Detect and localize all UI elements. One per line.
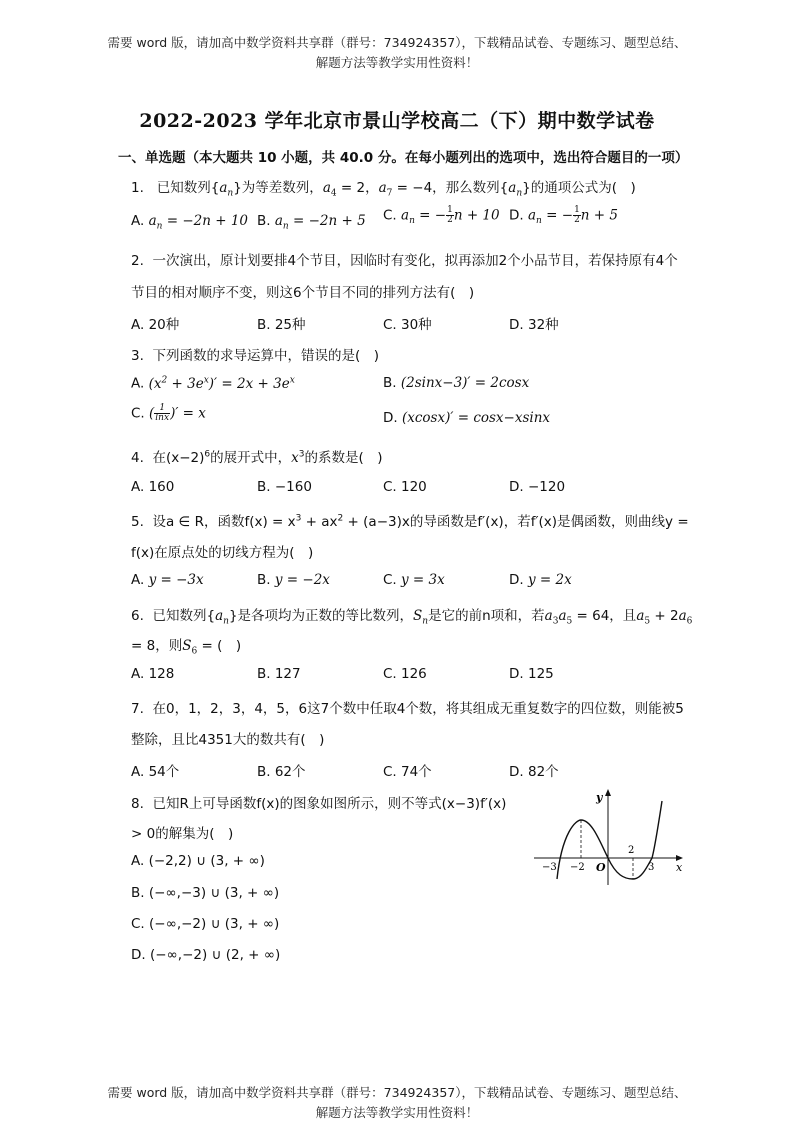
var: a: [378, 180, 387, 196]
fraction: [573, 206, 581, 225]
question-3-stem: [131, 344, 379, 364]
expr: n + 10: [453, 207, 500, 224]
sup: x: [289, 375, 295, 385]
question-number: 5.: [131, 514, 144, 530]
question-2-stem: [131, 249, 678, 269]
text: 一次演出，原计划要排4个节目，因临时有变化，拟再添加2个小品节目，若保持原有4个: [152, 253, 678, 269]
banner-line-2: 解题方法等教学实用性资料！: [315, 1105, 479, 1120]
text: 是它的前n项和，若: [428, 608, 545, 624]
q8-option-a[interactable]: A. (−2,2) ∪ (3, + ∞): [131, 853, 265, 869]
q7-option-c[interactable]: C. 74个: [383, 764, 432, 780]
text: 在0，1，2，3，4，5，6这7个数中任取4个数，将其组成无重复数字的四位数，则能被5: [152, 701, 684, 717]
expr-part: )′ = x: [170, 405, 206, 422]
var: a: [322, 180, 331, 196]
q5-option-d[interactable]: [509, 572, 572, 588]
var: a: [678, 608, 687, 624]
text: 下列函数的求导运算中，错误的是( ): [152, 348, 380, 364]
text: 设a ∈ R，函数f(x) = x: [152, 514, 296, 530]
question-number: 3.: [131, 348, 144, 364]
q2-option-c[interactable]: C. 30种: [383, 317, 432, 333]
banner-line-2: 解题方法等教学实用性资料！: [315, 55, 479, 70]
numerator: 1: [574, 205, 580, 215]
sub: 6: [686, 616, 693, 627]
sub: n: [282, 221, 289, 232]
expr: (xcosx)′ = cosx−xsinx: [401, 410, 551, 426]
q6-option-b[interactable]: B. 127: [257, 666, 301, 682]
fraction: [446, 206, 454, 225]
expr-part: (: [149, 405, 155, 422]
q4-option-a[interactable]: A. 160: [131, 479, 175, 495]
question-number: 1.: [131, 180, 144, 196]
text: = 64，且: [572, 608, 637, 624]
text: }为等差数列，: [233, 180, 323, 196]
text: = ( ): [197, 638, 242, 654]
denominator: 2: [447, 215, 453, 225]
text: 已知数列{: [156, 180, 220, 196]
q6-option-d[interactable]: D. 125: [509, 666, 554, 682]
expr: y = 2x: [527, 572, 572, 588]
var: a: [148, 213, 157, 229]
question-7-stem-line-2: 整除，且比4351大的数共有( ): [131, 732, 325, 748]
q3-option-b[interactable]: [383, 375, 529, 391]
text: 的系数是( ): [304, 450, 383, 466]
var: a: [558, 608, 567, 624]
question-7-stem: [131, 697, 684, 717]
q2-option-a[interactable]: A. 20种: [131, 317, 180, 333]
q5-option-a[interactable]: [131, 572, 204, 588]
q7-option-d[interactable]: D. 82个: [509, 764, 559, 780]
sup: x: [203, 375, 209, 385]
sup: 2: [337, 513, 344, 524]
q6-option-c[interactable]: C. 126: [383, 666, 427, 682]
y-axis-arrow: [605, 789, 611, 796]
bottom-banner: [0, 1083, 794, 1123]
text: + ax: [301, 514, 338, 530]
q8-option-c[interactable]: C. (−∞,−2) ∪ (3, + ∞): [131, 916, 280, 932]
expr-part: + 3e: [167, 375, 204, 392]
q4-option-c[interactable]: C. 120: [383, 479, 427, 495]
var: S: [413, 608, 423, 624]
question-5-stem-line-2: f(x)在原点处的切线方程为( ): [131, 545, 314, 561]
option-label: B.: [383, 375, 397, 391]
option-label: B.: [257, 572, 271, 588]
expr: [149, 376, 295, 392]
expr: y = 3x: [401, 572, 445, 588]
question-number: 2.: [131, 253, 144, 269]
option-label: A.: [131, 375, 145, 392]
numerator: 1: [154, 404, 170, 414]
sub: n: [227, 188, 234, 199]
q4-option-b[interactable]: B. −160: [257, 479, 312, 495]
banner-line-1: 需要 word 版，请加高中数学资料共享群（群号：734924357），下载精品试卷、专题练习、题型总结、: [107, 1085, 687, 1100]
sub: 4: [330, 188, 337, 199]
var: a: [636, 608, 645, 624]
var: a: [544, 608, 553, 624]
sub: n: [516, 188, 523, 199]
y-axis-label: y: [596, 791, 603, 804]
q1-option-d[interactable]: [509, 206, 618, 226]
var: S: [182, 638, 192, 654]
var: a: [215, 608, 224, 624]
q1-option-a[interactable]: [131, 213, 248, 232]
text: }的通项公式为( ): [522, 180, 636, 196]
x-axis-label: x: [676, 861, 683, 874]
q1-option-b[interactable]: [257, 213, 366, 232]
expr: = −2n + 5: [288, 213, 366, 229]
sub: 7: [386, 188, 393, 199]
sub: 3: [552, 616, 559, 627]
expr: = −: [541, 207, 574, 224]
numerator: 1: [447, 205, 453, 215]
q8-option-b[interactable]: B. (−∞,−3) ∪ (3, + ∞): [131, 885, 280, 901]
text: = −4，那么数列{: [392, 180, 509, 196]
question-6-stem: [131, 604, 692, 627]
fraction: [154, 404, 170, 423]
option-label: B.: [257, 213, 271, 229]
var: a: [527, 207, 537, 224]
option-label: D.: [383, 410, 398, 426]
expr: = −2n + 10: [162, 213, 249, 229]
expr-part: (x: [148, 375, 162, 392]
option-label: A.: [131, 213, 145, 229]
text: = 2，: [336, 180, 379, 196]
text: 已知R上可导函数f(x)的图象如图所示，则不等式(x−3)f′(x): [152, 796, 507, 812]
question-5-stem: [131, 510, 689, 530]
expr: (2sinx−3)′ = 2cosx: [400, 375, 530, 391]
question-number: 6.: [131, 608, 144, 624]
sub: 5: [566, 616, 573, 627]
question-number: 8.: [131, 796, 144, 812]
q7-option-b[interactable]: B. 62个: [257, 764, 306, 780]
expr: y = −2x: [274, 572, 330, 588]
text: = 8，则: [131, 638, 183, 654]
question-number: 4.: [131, 450, 144, 466]
q5-option-b[interactable]: [257, 572, 330, 588]
sup: 3: [295, 513, 302, 524]
q8-option-d[interactable]: D. (−∞,−2) ∪ (2, + ∞): [131, 947, 281, 963]
banner-line-1: 需要 word 版，请加高中数学资料共享群（群号：734924357），下载精品试卷、专题练习、题型总结、: [107, 35, 687, 50]
var: a: [401, 207, 410, 224]
expr: y = −3x: [148, 572, 204, 588]
question-1-stem: [131, 176, 636, 199]
option-label: C.: [131, 405, 145, 422]
var: a: [219, 180, 228, 196]
option-label: C.: [383, 572, 397, 588]
tick-minus-3: −3: [542, 862, 557, 873]
q7-option-a[interactable]: A. 54个: [131, 764, 180, 780]
expr-part: )′ = 2x + 3e: [208, 375, 290, 392]
expr: = −: [414, 207, 447, 224]
text: 已知数列{: [152, 608, 216, 624]
text: }是各项均为正数的等比数列，: [228, 608, 414, 624]
question-8-stem-line-2: > 0的解集为( ): [131, 826, 234, 842]
sup: 2: [161, 375, 168, 385]
option-label: D.: [509, 572, 524, 588]
sub: 6: [191, 646, 198, 657]
q1-option-c[interactable]: [383, 206, 500, 226]
q4-option-d[interactable]: D. −120: [509, 479, 566, 495]
page-title: 2022-2023 学年北京市景山学校高二（下）期中数学试卷: [139, 110, 655, 132]
expr: n + 5: [580, 207, 618, 224]
option-label: D.: [509, 207, 524, 224]
q2-option-d[interactable]: D. 32种: [509, 317, 559, 333]
text: + (a−3)x的导函数是f′(x)，若f′(x)是偶函数，则曲线y =: [343, 514, 689, 530]
var: x: [291, 450, 299, 466]
q3-option-d[interactable]: [383, 410, 550, 426]
question-2-stem-line-2: 节目的相对顺序不变，则这6个节目不同的排列方法有( ): [131, 285, 475, 301]
denominator: 2: [574, 215, 580, 225]
origin-label: O: [596, 861, 606, 874]
text: + 2: [650, 608, 679, 624]
top-banner: [0, 33, 794, 73]
function-graph: [534, 787, 684, 887]
sub: n: [536, 216, 542, 227]
tick-2: 2: [628, 845, 635, 856]
denominator: lnx: [155, 413, 170, 423]
option-label: A.: [131, 572, 145, 588]
tick-3: 3: [648, 862, 655, 873]
question-8-stem: [131, 792, 506, 812]
sup: 3: [298, 449, 305, 460]
question-6-stem-line-2: [131, 634, 241, 657]
q5-option-c[interactable]: [383, 572, 445, 588]
sub: n: [422, 616, 429, 627]
var: a: [508, 180, 517, 196]
q3-option-c[interactable]: [131, 404, 206, 423]
option-label: C.: [383, 207, 397, 224]
q6-option-a[interactable]: A. 128: [131, 666, 175, 682]
text: 的展开式中，: [210, 450, 292, 466]
sub: n: [156, 221, 163, 232]
q3-option-a[interactable]: [131, 375, 295, 392]
question-4-stem: [131, 446, 383, 466]
tick-minus-2: −2: [570, 862, 585, 873]
sub: n: [223, 616, 229, 627]
section-heading: 一、单选题（本大题共 10 小题，共 40.0 分。在每小题列出的选项中，选出符合题目的一项）: [118, 150, 689, 166]
sub: 5: [644, 616, 651, 627]
var: a: [274, 213, 283, 229]
q2-option-b[interactable]: B. 25种: [257, 317, 306, 333]
text: 在(x−2): [152, 450, 205, 466]
question-number: 7.: [131, 701, 144, 717]
sub: n: [409, 216, 415, 227]
sup: 6: [204, 449, 211, 460]
